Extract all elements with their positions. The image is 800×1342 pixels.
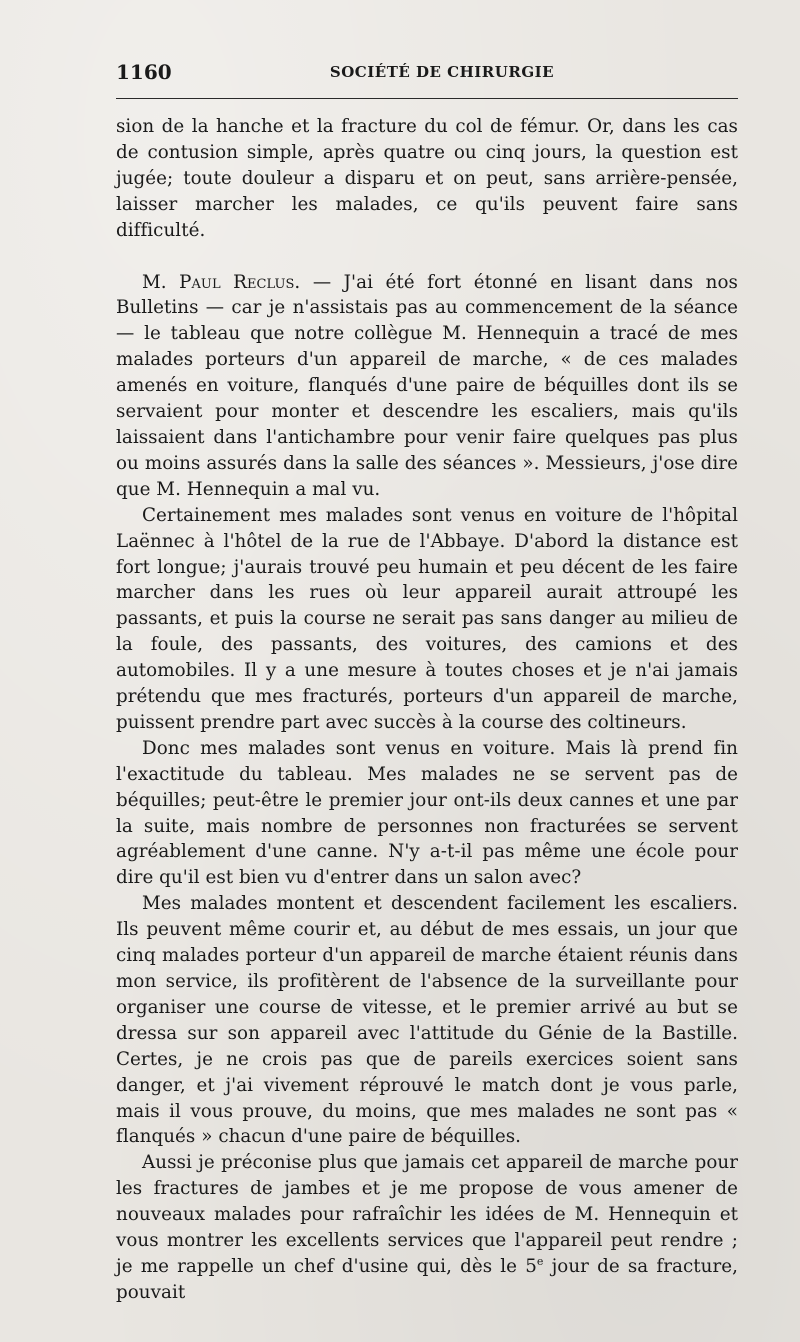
page-header [116, 60, 738, 88]
page-number: 1160 [116, 60, 172, 84]
paragraph-text: Aussi je préconise plus que jamais cet appareil de marche pour les fractures de jambes et je me propose de vous amener de nouveaux malades pour rafraîchir les idées de M. Hennequin et vous montrer les excellents services que l'appareil peut rendre ; je me rappelle un chef d'usine qui, dès le 5 [116, 1152, 738, 1277]
header-rule [116, 98, 738, 99]
ordinal-superscript: e [536, 1254, 544, 1268]
running-head: SOCIÉTÉ DE CHIRURGIE [329, 63, 555, 81]
paragraph-speech [116, 270, 738, 503]
paragraph-text-end: jour de sa fracture, pouvait [116, 1255, 738, 1303]
speaker-name: M. Paul Reclus. [142, 271, 301, 293]
paragraph: Mes malades montent et descendent facilement les escaliers. Ils peuvent même courir et, au début de mes essais, un jour que cinq malades porteur d'un appareil de marche étaient réunis dans mon service, ils profitèrent de l'absence de la surveillante pour organiser une course de vitesse, et le premier arrivé au but se dressa sur son appareil avec l'attitude du Génie de la Bastille. Certes, je ne crois pas que de pareils exercices soient sans danger, et j'ai vivement réprouvé le match dont je vous parle, mais il vous prouve, du moins, que mes malades ne sont pas « flanqués » chacun d'une paire de béquilles. [116, 893, 738, 1148]
paragraph [116, 1150, 738, 1305]
paragraph: Donc mes malades sont venus en voiture. Mais là prend fin l'exactitude du tableau. Mes malades ne se servent pas de béquilles; peut-être le premier jour ont-ils deux cannes et une par la suite, mais nombre de personnes non fracturées se servent agréablement d'une canne. N'y a-t-il pas même une école pour dire qu'il est bien vu d'entrer dans un salon avec? [116, 737, 738, 889]
speech-text: — J'ai été fort étonné en lisant dans nos Bulletins — car je n'assistais pas au commencement de la séance — le tableau que notre collègue M. Hennequin a tracé de mes malades porteurs d'un appareil de marche, « de ces malades amenés en voiture, flanqués d'une paire de béquilles dont ils se servaient pour monter et descendre les escaliers, mais qu'ils laissaient dans l'antichambre pour venir faire quelques pas plus ou moins assurés dans la salle des séances ». Messieurs, j'ose dire que M. Hennequin a mal vu. [116, 271, 738, 500]
body-text [116, 114, 738, 1306]
paragraph: sion de la hanche et la fracture du col de fémur. Or, dans les cas de contusion simple, après quatre ou cinq jours, la question est jugée; toute douleur a disparu et on peut, sans arrière-pensée, laisser marcher les malades, ce qu'ils peuvent faire sans difficulté. [116, 116, 738, 241]
paragraph: Certainement mes malades sont venus en voiture de l'hôpital Laënnec à l'hôtel de la rue de l'Abbaye. D'abord la distance est fort longue; j'aurais trouvé peu humain et peu décent de les faire marcher dans les rues où leur appareil aurait attroupé les passants, et puis la course ne serait pas sans danger au milieu de la foule, des passants, des voitures, des camions et des automobiles. Il y a une mesure à toutes choses et je n'ai jamais prétendu que mes fracturés, porteurs d'un appareil de marche, puissent prendre part avec succès à la course des coltineurs. [116, 504, 738, 733]
